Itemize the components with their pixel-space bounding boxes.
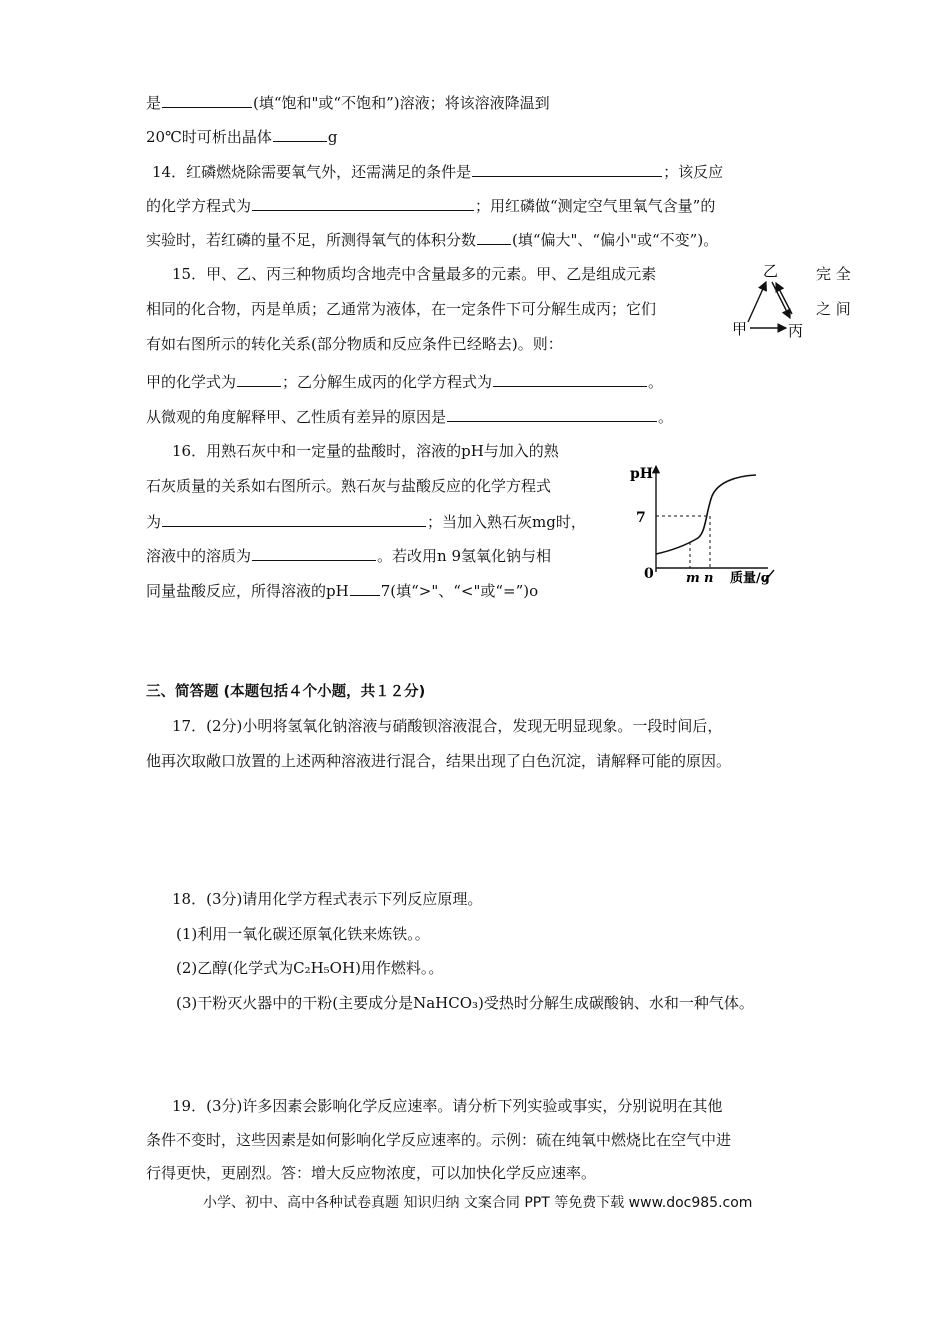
q14-text: ；该反应: [663, 163, 724, 181]
graph-ph-curve: [656, 475, 756, 554]
q15-text: 。: [648, 373, 664, 391]
q14-text: 实验时，若红磷的量不足，所测得氧气的体积分数: [146, 231, 477, 249]
graph-x-tick-n: n: [704, 571, 714, 586]
q14-line-2: [146, 195, 715, 216]
q16-line-4: [146, 545, 551, 566]
diagram-node-bing: 丙: [788, 322, 804, 340]
conversion-diagram: [728, 258, 814, 342]
answer-blank[interactable]: [252, 195, 474, 211]
graph-origin-label: 0: [644, 566, 654, 582]
answer-blank[interactable]: [273, 126, 327, 142]
diagram-node-yi: 乙: [763, 262, 779, 280]
arrow-jia-to-yi: [748, 282, 766, 322]
q13-text: g: [327, 128, 338, 146]
q16-text: 。若改用n 9氢氧化钠与相: [377, 547, 551, 565]
answer-blank[interactable]: [252, 545, 376, 561]
graph-y-label: pH: [630, 466, 654, 482]
q18-item-2: (2)乙醇(化学式为C₂H₅OH)用作燃料。。: [176, 959, 444, 977]
graph-y-tick-7: 7: [636, 510, 646, 526]
q16-text: 溶液中的溶质为: [146, 547, 252, 565]
q19-line-3: 行得更快，更剧烈。答：增大反应物浓度，可以加快化学反应速率。: [146, 1164, 597, 1182]
q13-text: (填“饱和"或“不饱和”)溶液；将该溶液降温到: [253, 94, 550, 112]
answer-blank[interactable]: [472, 161, 662, 177]
footer-watermark: 小学、初中、高中各种试卷真题 知识归纳 文案合同 PPT 等免费下载 www.doc985.com: [203, 1195, 753, 1211]
answer-blank[interactable]: [447, 406, 657, 422]
section-title: 三、简答题 (本题包括４个小题，共１２分): [146, 684, 426, 700]
q16-text: 同量盐酸反应，所得溶液的pH: [146, 582, 349, 600]
q15-line-3: 有如右图所示的转化关系(部分物质和反应条件已经略去)。则：: [146, 335, 563, 353]
q13-line-2: [146, 126, 337, 147]
q15-text: 从微观的角度解释甲、乙性质有差异的原因是: [146, 408, 447, 426]
q15-text: ；乙分解生成丙的化学方程式为: [282, 373, 493, 391]
q16-text: 为: [146, 513, 162, 531]
ph-graph: [628, 456, 784, 586]
q19-line-2: 条件不变时，这些因素是如何影响化学反应速率的。示例：硫在纯氧中燃烧比在空气中进: [146, 1131, 732, 1149]
q13-text: 是: [146, 94, 162, 112]
q14-line-1: [152, 161, 723, 182]
q14-text: 14．红磷燃烧除需要氧气外，还需满足的条件是: [152, 163, 472, 181]
answer-blank[interactable]: [162, 92, 252, 108]
q14-text: ；用红磷做“测定空气里氧气含量”的: [475, 197, 716, 215]
q18-item-1: (1)利用一氧化碳还原氧化铁来炼铁。。: [176, 925, 430, 943]
q17-line-1: 17．(2分)小明将氢氧化钠溶液与硝酸钡溶液混合，发现无明显现象。一段时间后，: [172, 717, 723, 735]
q14-line-3: [146, 229, 718, 250]
arrow-bing-to-yi: [776, 283, 792, 314]
q16-line-1: 16．用熟石灰中和一定量的盐酸时，溶液的pH与加入的熟: [172, 442, 559, 460]
graph-x-label: 质量/g: [730, 571, 770, 586]
q13-line-1: [146, 92, 550, 113]
answer-blank[interactable]: [493, 371, 647, 387]
q15-line-2: 相同的化合物，丙是单质；乙通常为液体，在一定条件下可分解生成丙；它们: [146, 300, 657, 318]
arrow-yi-to-bing: [772, 282, 790, 318]
q14-text: (填“偏大"、“偏小"或“不变”)。: [512, 231, 719, 249]
q16-line-3: [146, 511, 586, 532]
q15-line-1-right: 完 全: [816, 265, 851, 283]
q14-text: 的化学方程式为: [146, 197, 252, 215]
answer-blank[interactable]: [477, 229, 511, 245]
q15-text: 。: [658, 408, 674, 426]
q18-item-3: (3)干粉灭火器中的干粉(主要成分是NaHCO₃)受热时分解生成碳酸钠、水和一种气体。: [176, 994, 754, 1012]
answer-blank[interactable]: [350, 580, 380, 596]
q15-text: 甲的化学式为: [146, 373, 237, 391]
answer-blank[interactable]: [162, 511, 426, 527]
q16-text: ；当加入熟石灰mg时，: [427, 513, 586, 531]
q16-line-5: [146, 580, 538, 601]
q19-line-1: 19．(3分)许多因素会影响化学反应速率。请分析下列实验或事实，分别说明在其他: [172, 1097, 723, 1115]
q16-text: 7(填“>"、“<"或“=”)o: [380, 582, 539, 600]
q17-line-2: 他再次取敞口放置的上述两种溶液进行混合，结果出现了白色沉淀，请解释可能的原因。: [146, 752, 732, 770]
q15-line-4: [146, 371, 663, 392]
q16-line-2: 石灰质量的关系如右图所示。熟石灰与盐酸反应的化学方程式: [146, 477, 552, 495]
q15-line-2-right: 之 间: [816, 300, 851, 318]
q18-line-1: 18．(3分)请用化学方程式表示下列反应原理。: [172, 890, 483, 908]
q13-text: 20℃时可析出晶体: [146, 128, 272, 146]
q15-line-1: 15．甲、乙、丙三种物质均含地壳中含量最多的元素。甲、乙是组成元素: [172, 265, 657, 283]
diagram-node-jia: 甲: [732, 320, 748, 338]
q15-line-5: [146, 406, 673, 427]
answer-blank[interactable]: [237, 371, 281, 387]
graph-x-tick-m: m: [686, 571, 700, 586]
